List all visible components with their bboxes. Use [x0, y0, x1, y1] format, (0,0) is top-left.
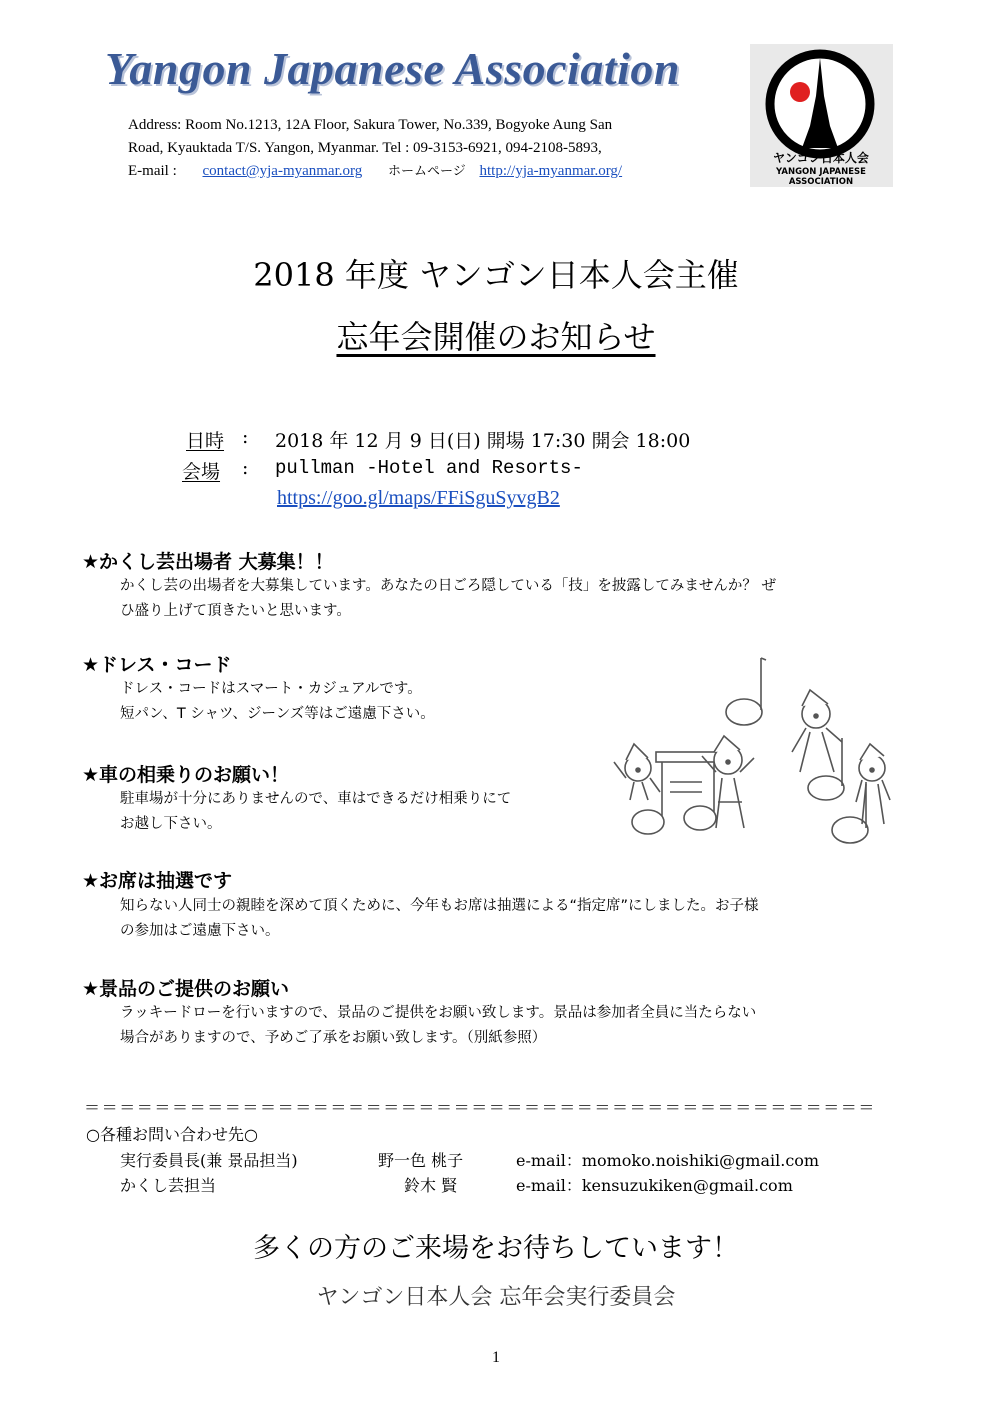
section-body-seating: 知らない人同士の親睦を深めて頂くために、今年もお席は抽選による“指定席”にしました。お子様 の参加はご遠慮下さい。 — [120, 898, 759, 939]
contact-role: かくし芸担当 — [120, 1176, 217, 1195]
contact-name: 野一色 桃子 — [378, 1151, 464, 1170]
email-link[interactable]: contact@yja-myanmar.org — [202, 163, 363, 179]
children-music-illustration — [604, 652, 904, 862]
email-label: E-mail : — [128, 163, 177, 179]
venue-value: pullman -Hotel and Resorts- — [275, 457, 583, 479]
section-heading-prizes: ★景品のご提供のお願い — [82, 978, 290, 1000]
title-line-1: 2018 年度 ヤンゴン日本人会主催 — [253, 256, 739, 294]
logo-en-line-2: ASSOCIATION — [788, 177, 854, 187]
date-label: 日時 — [186, 430, 225, 452]
section-heading-dress-code: ★ドレス・コード — [82, 654, 232, 676]
venue-label: 会場 — [182, 461, 221, 483]
section-body-performers: かくし芸の出場者を大募集しています。あなたの日ごろ隠している「技」を披露してみませんか？ ぜ ひ盛り上げて頂きたいと思います。 — [120, 578, 776, 619]
contact-email[interactable]: e-mail：kensuzukiken@gmail.com — [516, 1176, 793, 1195]
contacts-heading: ○各種お問い合わせ先○ — [86, 1125, 258, 1144]
contact-role: 実行委員長(兼 景品担当) — [120, 1151, 298, 1170]
contact-name: 鈴木 賢 — [404, 1176, 458, 1195]
homepage-label: ホームページ — [387, 164, 466, 179]
venue-map-link[interactable]: https://goo.gl/maps/FFiSguSyvgB2 — [277, 487, 560, 509]
title-line-2 — [0, 312, 992, 358]
venue-separator: : — [242, 457, 249, 479]
address-line-2: Road, Kyauktada T/S. Yangon, Myanmar. Tel : 09-3153-6921, 094-2108-5893, — [128, 140, 602, 156]
signature: ヤンゴン日本人会 忘年会実行委員会 — [316, 1285, 676, 1310]
section-body-carpool: 駐車場が十分にありませんので、車はできるだけ相乗りにて お越し下さい。 — [120, 791, 512, 832]
homepage-link[interactable]: http://yja-myanmar.org/ — [479, 163, 623, 179]
logo-emblem-icon — [750, 44, 893, 187]
logo-en-line-1: YANGON JAPANESE — [776, 167, 866, 177]
contact-line — [128, 160, 728, 183]
section-heading-seating: ★お席は抽選です — [82, 870, 233, 892]
section-heading-carpool: ★車の相乗りのお願い！ — [82, 764, 290, 786]
title-line-2-text: 忘年会開催のお知らせ — [336, 318, 656, 356]
section-body-prizes: ラッキードローを行いますので、景品のご提供をお願い致します。景品は参加者全員に当たらない 場合がありますので、予めご了承をお願い致します。（別紙参照） — [120, 1005, 757, 1046]
date-separator: : — [242, 426, 249, 448]
music-children-icon — [604, 652, 904, 862]
closing-message: 多くの方のご来場をお待ちしています！ — [253, 1233, 739, 1264]
logo-jp-name: ヤンゴン日本人会 — [773, 151, 869, 165]
contact-email[interactable]: e-mail：momoko.noishiki@gmail.com — [516, 1151, 820, 1170]
page-number: 1 — [492, 1349, 500, 1366]
section-heading-performers: ★かくし芸出場者 大募集！！ — [82, 551, 334, 573]
section-body-dress-code: ドレス・コードはスマート・カジュアルです。 短パン、T シャツ、ジーンズ等はご遠慮下さい。 — [120, 681, 435, 722]
organization-name: Yangon Japanese Association — [105, 43, 680, 94]
address-line-1: Address: Room No.1213, 12A Floor, Sakura Tower, No.339, Bogyoke Aung San — [128, 117, 613, 133]
separator-line: ＝＝＝＝＝＝＝＝＝＝＝＝＝＝＝＝＝＝＝＝＝＝＝＝＝＝＝＝＝＝＝＝＝＝＝＝＝＝＝＝＝＝＝＝＝ — [84, 1098, 877, 1117]
association-logo — [750, 44, 893, 187]
date-value: 2018 年 12 月 9 日(日) 開場 17:30 開会 18:00 — [275, 430, 691, 452]
